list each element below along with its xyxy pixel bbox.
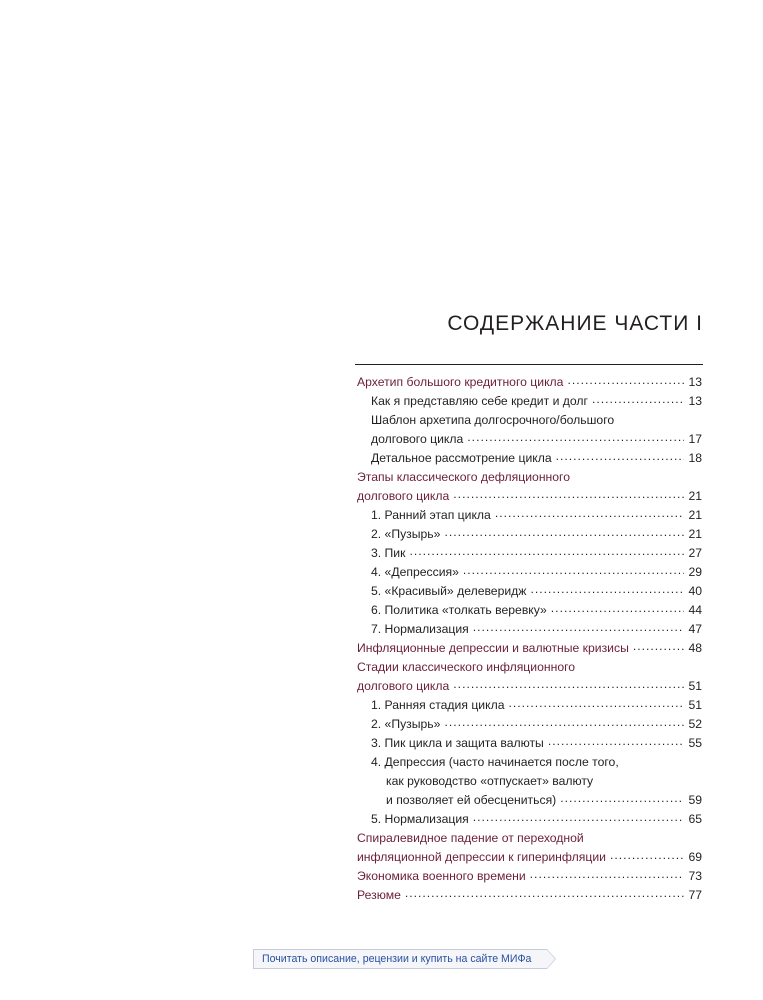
toc-entry-title: Экономика военного времени	[357, 869, 526, 883]
toc-entry[interactable]	[357, 487, 702, 506]
dot-leader	[444, 526, 684, 538]
toc-entry-title: и позволяет ей обесцениться)	[386, 793, 557, 807]
toc-entry[interactable]	[357, 525, 702, 544]
toc-entry-page: 21	[688, 489, 702, 503]
toc-entry[interactable]	[357, 449, 702, 468]
toc-entry[interactable]	[357, 658, 702, 677]
toc-entry-page: 29	[688, 565, 702, 579]
dot-leader	[556, 450, 684, 462]
toc-entry-page: 21	[688, 508, 702, 522]
dot-leader	[405, 887, 684, 899]
toc-entry[interactable]	[357, 373, 702, 392]
toc-entry[interactable]	[357, 563, 702, 582]
toc-entry-title: 2. «Пузырь»	[371, 527, 441, 541]
toc-entry-page: 51	[688, 698, 702, 712]
toc-entry-page: 73	[688, 869, 702, 883]
toc-entry[interactable]	[357, 601, 702, 620]
toc-entry-title: 3. Пик	[371, 546, 406, 560]
toc-entry[interactable]	[357, 392, 702, 411]
dot-leader	[530, 868, 684, 880]
toc-entry[interactable]	[357, 810, 702, 829]
toc-entry-page: 52	[688, 717, 702, 731]
toc-entry[interactable]	[357, 734, 702, 753]
toc-entry-title: 5. «Красивый» делеверидж	[371, 584, 527, 598]
toc-entry[interactable]	[357, 867, 702, 886]
toc-entry[interactable]	[357, 582, 702, 601]
toc-entry-title: Спиралевидное падение от переходной	[357, 831, 584, 845]
toc-entry-page: 44	[688, 603, 702, 617]
dot-leader	[453, 678, 684, 690]
toc-entry-page: 13	[688, 375, 702, 389]
toc-entry[interactable]	[357, 430, 702, 449]
toc-entry-page: 17	[688, 432, 702, 446]
dot-leader	[560, 792, 684, 804]
toc-entry-title: 6. Политика «толкать веревку»	[371, 603, 547, 617]
toc-entry[interactable]	[357, 886, 702, 905]
toc-entry[interactable]	[357, 620, 702, 639]
toc-entry-title: Резюме	[357, 888, 401, 902]
dot-leader	[508, 697, 684, 709]
toc-entry[interactable]	[357, 411, 702, 430]
toc-entry-page: 48	[688, 641, 702, 655]
dot-leader	[467, 431, 684, 443]
toc-entry[interactable]	[357, 791, 702, 810]
toc-entry-title: Стадии классического инфляционного	[357, 660, 576, 674]
toc-entry-page: 27	[688, 546, 702, 560]
toc-entry[interactable]	[357, 506, 702, 525]
dot-leader	[473, 621, 684, 633]
toc-entry-title: Шаблон архетипа долгосрочного/большого	[371, 413, 615, 427]
toc-entry-title: как руководство «отпускает» валюту	[386, 774, 594, 788]
toc-entry-page: 59	[688, 793, 702, 807]
toc-entry-page: 13	[688, 394, 702, 408]
toc-entry-title: 5. Нормализация	[371, 812, 469, 826]
toc-entry-title: Инфляционные депрессии и валютные кризисы	[357, 641, 629, 655]
dot-leader	[548, 735, 684, 747]
toc-entry[interactable]	[357, 639, 702, 658]
dot-leader	[530, 583, 684, 595]
dot-leader	[453, 488, 684, 500]
toc-entry-page: 55	[688, 736, 702, 750]
toc-entry-page: 21	[688, 527, 702, 541]
table-of-contents	[357, 373, 702, 905]
toc-entry-title: 7. Нормализация	[371, 622, 469, 636]
toc-entry[interactable]	[357, 677, 702, 696]
dot-leader	[610, 849, 684, 861]
toc-entry-title: инфляционной депрессии к гиперинфляции	[357, 850, 606, 864]
toc-entry-title: 4. «Депрессия»	[371, 565, 459, 579]
toc-entry-title: долгового цикла	[357, 679, 450, 693]
toc-heading: СОДЕРЖАНИЕ ЧАСТИ I	[447, 312, 703, 335]
toc-entry-title: долгового цикла	[357, 489, 450, 503]
buy-on-mif-link[interactable]: Почитать описание, рецензии и купить на сайте МИФа	[253, 949, 547, 969]
toc-entry-page: 40	[688, 584, 702, 598]
toc-entry[interactable]	[357, 468, 702, 487]
toc-entry-page: 69	[688, 850, 702, 864]
toc-entry-page: 47	[688, 622, 702, 636]
toc-entry-title: Этапы классического дефляционного	[357, 470, 571, 484]
toc-entry-page: 77	[688, 888, 702, 902]
toc-entry[interactable]	[357, 848, 702, 867]
dot-leader	[633, 640, 684, 652]
dot-leader	[409, 545, 684, 557]
toc-entry-title: 4. Депрессия (часто начинается после того,	[371, 755, 619, 769]
dot-leader	[463, 564, 684, 576]
dot-leader	[444, 716, 684, 728]
toc-entry-title: Архетип большого кредитного цикла	[357, 375, 564, 389]
toc-entry-page: 65	[688, 812, 702, 826]
toc-entry[interactable]	[357, 544, 702, 563]
dot-leader	[567, 374, 684, 386]
toc-entry[interactable]	[357, 753, 702, 772]
toc-entry[interactable]	[357, 829, 702, 848]
dot-leader	[473, 811, 684, 823]
toc-entry-title: Детальное рассмотрение цикла	[371, 451, 552, 465]
dot-leader	[551, 602, 684, 614]
dot-leader	[495, 507, 684, 519]
toc-entry-title: 1. Ранний этап цикла	[371, 508, 491, 522]
toc-entry[interactable]	[357, 696, 702, 715]
toc-entry-title: долгового цикла	[371, 432, 464, 446]
heading-divider	[355, 364, 703, 365]
toc-entry-title: 3. Пик цикла и защита валюты	[371, 736, 544, 750]
toc-entry-title: 1. Ранняя стадия цикла	[371, 698, 505, 712]
toc-entry-page: 51	[688, 679, 702, 693]
toc-entry-page: 18	[688, 451, 702, 465]
toc-entry[interactable]	[357, 772, 702, 791]
dot-leader	[592, 393, 684, 405]
toc-entry-title: 2. «Пузырь»	[371, 717, 441, 731]
toc-entry-title: Как я представляю себе кредит и долг	[371, 394, 588, 408]
toc-entry[interactable]	[357, 715, 702, 734]
